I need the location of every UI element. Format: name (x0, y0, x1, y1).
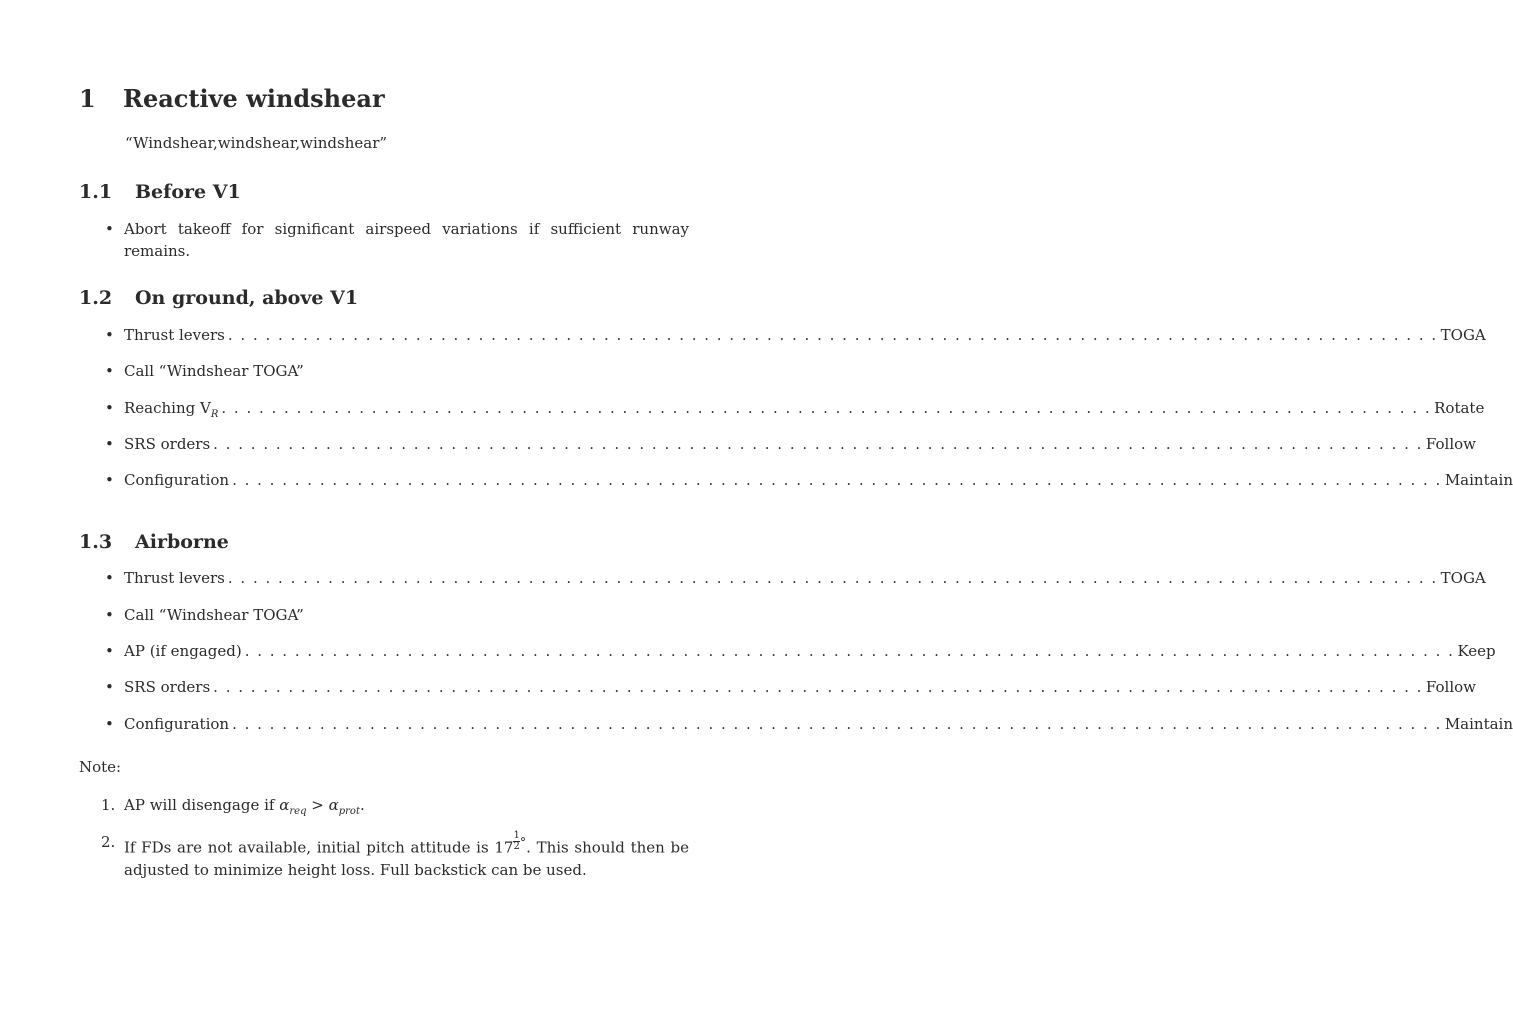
note-number: 1. (101, 796, 116, 814)
fraction: $\frac{1}{2}$ (513, 830, 520, 852)
item-value: Rotate (1434, 399, 1485, 417)
checklist-item (79, 360, 689, 382)
subsection-title: Before V1 (135, 181, 241, 203)
subsection-number: 1.2 (79, 287, 113, 309)
item-label: Reaching $V_R$ (124, 399, 219, 420)
bullet-icon: • (105, 326, 114, 344)
item-value: TOGA (1440, 326, 1486, 344)
item-value: Follow (1425, 678, 1477, 696)
bullet-icon: • (105, 569, 114, 587)
checklist-item (79, 676, 1477, 698)
bullet-icon: • (105, 362, 114, 380)
item-value: Follow (1425, 435, 1477, 453)
bullet-icon: • (105, 220, 114, 238)
bullet-icon: • (105, 399, 114, 417)
bullet-icon: • (105, 606, 114, 624)
subsection-heading-on-ground (79, 287, 358, 309)
bullet-icon: • (105, 642, 114, 660)
subsection-number: 1.3 (79, 531, 113, 553)
checklist-item (79, 640, 1496, 662)
checklist-item (79, 397, 1485, 426)
bullet-icon: • (105, 435, 114, 453)
checklist-item (79, 324, 1486, 346)
list-item (79, 218, 689, 262)
leader-dots: . . . . . . . . . . . . . . . . . . . . . . . . . . . . . . . . . . . . . . . . . . . . . . . . . . . . . . . . . . . . . . . . . . . . . . . . . . . . . . . . . . . . . . . . . . . . . . . . . (221, 399, 1432, 417)
section-title: Reactive windshear (123, 84, 385, 113)
note-number: 2. (101, 833, 116, 851)
checklist-item (79, 713, 1513, 735)
subsection-title: On ground, above V1 (135, 287, 359, 309)
note-text: AP will disengage if $\alpha_{req} > \alpha_{prot}$. (124, 796, 365, 817)
section-heading (79, 84, 385, 113)
note-item (79, 831, 689, 881)
item-label: Call “Windshear TOGA” (124, 362, 304, 380)
leader-dots: . . . . . . . . . . . . . . . . . . . . . . . . . . . . . . . . . . . . . . . . . . . . . . . . . . . . . . . . . . . . . . . . . . . . . . . . . . . . . . . . . . . . . . . . . . . . . . . . . (213, 435, 1423, 453)
list-item-text: Abort takeoff for significant airspeed variations if sufficient runway remains. (124, 220, 689, 260)
bullet-icon: • (105, 678, 114, 696)
item-label: Call “Windshear TOGA” (124, 606, 304, 624)
item-label: Thrust levers (124, 326, 225, 344)
checklist-item (79, 604, 689, 626)
leader-dots: . . . . . . . . . . . . . . . . . . . . . . . . . . . . . . . . . . . . . . . . . . . . . . . . . . . . . . . . . . . . . . . . . . . . . . . . . . . . . . . . . . . . . . . . . . . . . . . . . (227, 569, 1438, 587)
note-item (79, 794, 689, 823)
leader-dots: . . . . . . . . . . . . . . . . . . . . . . . . . . . . . . . . . . . . . . . . . . . . . . . . . . . . . . . . . . . . . . . . . . . . . . . . . . . . . . . . . . . . . . . . . . . . . . . . . (232, 715, 1442, 733)
item-value: Keep (1457, 642, 1496, 660)
item-value: TOGA (1440, 569, 1486, 587)
windshear-callout: “Windshear,windshear,windshear” (125, 134, 388, 152)
checklist-item (79, 567, 1486, 589)
item-label: Configuration (124, 471, 230, 489)
section-number: 1 (79, 84, 96, 113)
item-label: SRS orders (124, 435, 211, 453)
item-label: SRS orders (124, 678, 211, 696)
item-label: AP (if engaged) (124, 642, 242, 660)
item-value: Maintain (1444, 715, 1513, 733)
checklist-item (79, 433, 1477, 455)
subsection-title: Airborne (135, 531, 229, 553)
item-label: Thrust levers (124, 569, 225, 587)
bullet-icon: • (105, 715, 114, 733)
leader-dots: . . . . . . . . . . . . . . . . . . . . . . . . . . . . . . . . . . . . . . . . . . . . . . . . . . . . . . . . . . . . . . . . . . . . . . . . . . . . . . . . . . . . . . . . . . . . . . . . . (232, 471, 1442, 489)
leader-dots: . . . . . . . . . . . . . . . . . . . . . . . . . . . . . . . . . . . . . . . . . . . . . . . . . . . . . . . . . . . . . . . . . . . . . . . . . . . . . . . . . . . . . . . . . . . . . . . . . (227, 326, 1438, 344)
item-label: Configuration (124, 715, 230, 733)
subsection-heading-airborne (79, 531, 229, 553)
leader-dots: . . . . . . . . . . . . . . . . . . . . . . . . . . . . . . . . . . . . . . . . . . . . . . . . . . . . . . . . . . . . . . . . . . . . . . . . . . . . . . . . . . . . . . . . . . . . . . . . . (244, 642, 1455, 660)
subsection-heading-before-v1 (79, 181, 241, 203)
subsection-number: 1.1 (79, 181, 113, 203)
checklist-item (79, 469, 1513, 491)
item-value: Maintain (1444, 471, 1513, 489)
note-label: Note: (79, 758, 122, 776)
note-text: If FDs are not available, initial pitch attitude is 17 $\frac{1}{2}$ °. This should then be adjusted to minimize height loss. Full backstick can be used. (124, 830, 689, 879)
leader-dots: . . . . . . . . . . . . . . . . . . . . . . . . . . . . . . . . . . . . . . . . . . . . . . . . . . . . . . . . . . . . . . . . . . . . . . . . . . . . . . . . . . . . . . . . . . . . . . . . . (213, 678, 1423, 696)
bullet-icon: • (105, 471, 114, 489)
